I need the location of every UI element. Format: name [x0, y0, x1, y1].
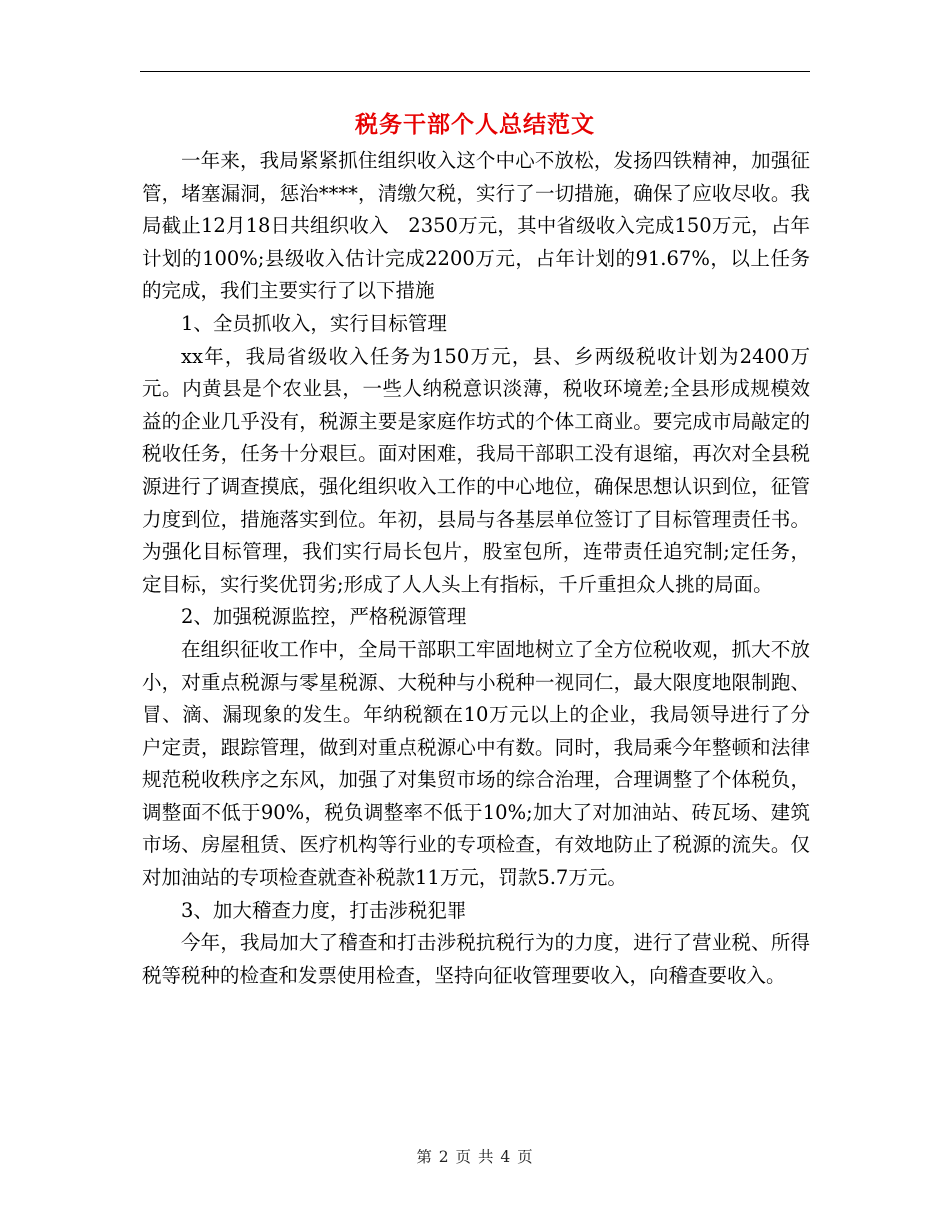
header-rule — [140, 71, 810, 72]
section-heading-1: 1、全员抓收入，实行目标管理 — [181, 311, 447, 335]
section-heading-3: 3、加大稽查力度，打击涉税犯罪 — [181, 898, 467, 922]
paragraph-intro: 一年来，我局紧紧抓住组织收入这个中心不放松，发扬四铁精神，加强征管，堵塞漏洞，惩治****，清缴欠税，实行了一切措施，确保了应收尽收。我局截止12月18日共组织收入 2350万元，其中省级收入完成150万元，占年计划的100%;县级收入估计完成2200万元，占年计划的91.67%，以上任务的完成，我们主要实行了以下措施 — [142, 149, 810, 303]
page-number: 第 2 页 共 4 页 — [416, 1148, 534, 1166]
paragraph-section-3: 今年，我局加大了稽查和打击涉税抗税行为的力度，进行了营业税、所得税等税种的检查和发票使用检查，坚持向征收管理要收入，向稽查要收入。 — [142, 931, 810, 987]
document-title: 税务干部个人总结范文 — [355, 111, 595, 138]
section-heading-2: 2、加强税源监控，严格税源管理 — [181, 605, 467, 629]
paragraph-section-1: xx年，我局省级收入任务为150万元，县、乡两级税收计划为2400万元。内黄县是个农业县，一些人纳税意识淡薄，税收环境差;全县形成规模效益的企业几乎没有，税源主要是家庭作坊式的个体工商业。要完成市局敲定的税收任务，任务十分艰巨。面对困难，我局干部职工没有退缩，再次对全县税源进行了调查摸底，强化组织收入工作的中心地位，确保思想认识到位，征管力度到位，措施落实到位。年初，县局与各基层单位签订了目标管理责任书。为强化目标管理，我们实行局长包片，股室包所，连带责任追究制;定任务，定目标，实行奖优罚劣;形成了人人头上有指标，千斤重担众人挑的局面。 — [142, 344, 810, 596]
document-body — [142, 145, 810, 992]
paragraph-section-2: 在组织征收工作中，全局干部职工牢固地树立了全方位税收观，抓大不放小，对重点税源与零星税源、大税种与小税种一视同仁，最大限度地限制跑、冒、滴、漏现象的发生。年纳税额在10万元以上的企业，我局领导进行了分户定责，跟踪管理，做到对重点税源心中有数。同时，我局乘今年整顿和法律规范税收秩序之东风，加强了对集贸市场的综合治理，合理调整了个体税负，调整面不低于90%，税负调整率不低于10%;加大了对加油站、砖瓦场、建筑市场、房屋租赁、医疗机构等行业的专项检查，有效地防止了税源的流失。仅对加油站的专项检查就查补税款11万元，罚款5.7万元。 — [142, 637, 810, 890]
